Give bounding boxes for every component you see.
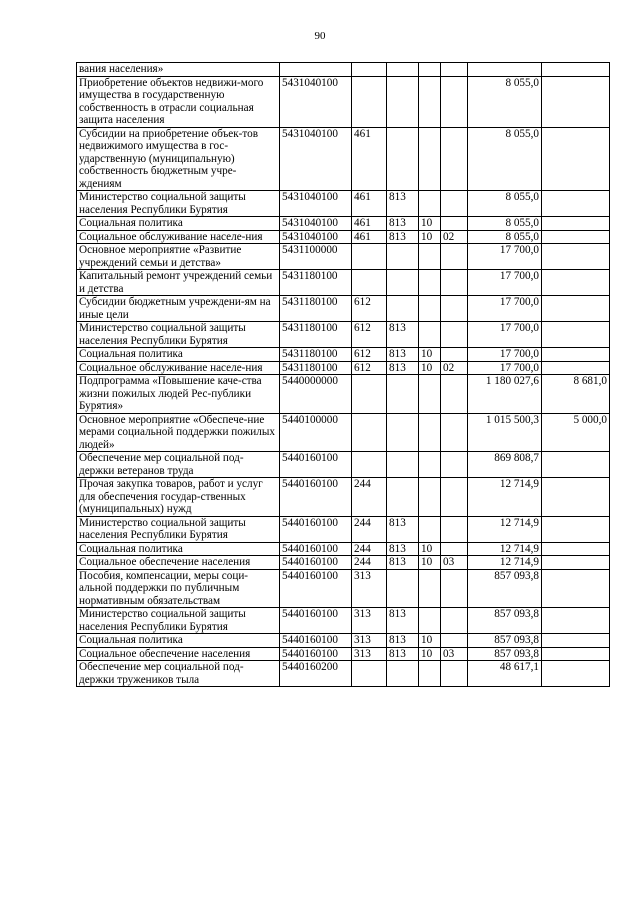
amount-federal-cell [542,322,610,348]
amount-cell: 12 714,9 [468,542,542,556]
table-row [77,348,610,362]
row-name-cell: Министерство социальной защиты населения Республики Бурятия [77,191,280,217]
section-cell: 10 [419,634,441,648]
row-name-cell: Обеспечение мер социальной под-держки тружеников тыла [77,661,280,687]
amount-cell: 1 015 500,3 [468,413,542,452]
table-row [77,569,610,608]
subsection-cell [441,244,468,270]
subsection-cell: 03 [441,556,468,570]
amount-cell: 8 055,0 [468,217,542,231]
table-row [77,361,610,375]
amount-federal-cell [542,542,610,556]
ministry-code-cell [387,452,419,478]
expense-type-cell: 612 [352,322,387,348]
amount-federal-cell [542,348,610,362]
amount-cell: 8 055,0 [468,191,542,217]
ministry-code-cell: 813 [387,542,419,556]
table-row [77,634,610,648]
table-row [77,76,610,127]
amount-cell: 869 808,7 [468,452,542,478]
expense-type-cell: 244 [352,556,387,570]
subsection-cell [441,191,468,217]
section-cell [419,191,441,217]
target-article-cell: 5431100000 [280,244,352,270]
row-name-cell: Пособия, компенсации, меры соци-альной поддержки по публичным нормативным обязательствам [77,569,280,608]
amount-federal-cell [542,556,610,570]
ministry-code-cell: 813 [387,647,419,661]
table-row [77,413,610,452]
amount-cell: 48 617,1 [468,661,542,687]
page-number: 90 [314,30,326,42]
subsection-cell [441,322,468,348]
amount-federal-cell [542,191,610,217]
ministry-code-cell [387,478,419,517]
ministry-code-cell: 813 [387,634,419,648]
target-article-cell: 5431040100 [280,191,352,217]
amount-federal-cell [542,127,610,191]
table-row [77,661,610,687]
section-cell: 10 [419,556,441,570]
row-name-cell: Социальное обслуживание населе-ния [77,230,280,244]
ministry-code-cell: 813 [387,348,419,362]
subsection-cell [441,634,468,648]
expense-type-cell: 313 [352,647,387,661]
amount-cell: 857 093,8 [468,647,542,661]
target-article-cell: 5440160100 [280,478,352,517]
target-article-cell: 5440160100 [280,634,352,648]
table-row [77,647,610,661]
row-name-cell: Субсидии на приобретение объек-тов недвижимого имущества в гос-ударственную (муниципальную) собственность бюджетным учре-ждениям [77,127,280,191]
ministry-code-cell [387,270,419,296]
amount-federal-cell [542,452,610,478]
target-article-cell: 5440160100 [280,542,352,556]
amount-cell: 17 700,0 [468,348,542,362]
amount-federal-cell [542,296,610,322]
section-cell [419,322,441,348]
row-name-cell: Министерство социальной защиты населения Республики Бурятия [77,516,280,542]
ministry-code-cell [387,76,419,127]
target-article-cell: 5440160200 [280,661,352,687]
table-row [77,542,610,556]
expense-type-cell [352,375,387,414]
subsection-cell: 02 [441,230,468,244]
ministry-code-cell [387,375,419,414]
amount-federal-cell [542,361,610,375]
row-name-cell: Основное мероприятие «Обеспече-ние мерами социальной поддержки пожилых людей» [77,413,280,452]
ministry-code-cell: 813 [387,556,419,570]
table-row [77,478,610,517]
target-article-cell: 5431040100 [280,127,352,191]
amount-cell: 12 714,9 [468,478,542,517]
table-row [77,516,610,542]
subsection-cell [441,569,468,608]
ministry-code-cell [387,127,419,191]
expense-type-cell: 313 [352,634,387,648]
subsection-cell: 03 [441,647,468,661]
amount-federal-cell [542,516,610,542]
ministry-code-cell: 813 [387,516,419,542]
amount-cell: 857 093,8 [468,608,542,634]
target-article-cell: 5431040100 [280,76,352,127]
row-name-cell: Подпрограмма «Повышение каче-ства жизни пожилых людей Рес-публики Бурятия» [77,375,280,414]
target-article-cell: 5431180100 [280,348,352,362]
subsection-cell [441,348,468,362]
ministry-code-cell [387,296,419,322]
table-row [77,244,610,270]
table-row [77,230,610,244]
row-name-cell: Обеспечение мер социальной под-держки ветеранов труда [77,452,280,478]
ministry-code-cell [387,244,419,270]
subsection-cell [441,661,468,687]
expense-type-cell [352,413,387,452]
section-cell [419,516,441,542]
amount-federal-cell: 5 000,0 [542,413,610,452]
subsection-cell [441,127,468,191]
table-row [77,608,610,634]
section-cell [419,76,441,127]
subsection-cell [441,63,468,77]
amount-cell: 12 714,9 [468,556,542,570]
row-name-cell: Основное мероприятие «Развитие учреждений семьи и детства» [77,244,280,270]
expense-type-cell: 244 [352,542,387,556]
section-cell [419,478,441,517]
row-name-cell: Социальное обслуживание населе-ния [77,361,280,375]
table-row [77,452,610,478]
ministry-code-cell: 813 [387,361,419,375]
target-article-cell: 5440000000 [280,375,352,414]
ministry-code-cell [387,413,419,452]
amount-cell [468,63,542,77]
section-cell: 10 [419,217,441,231]
table-row [77,556,610,570]
expense-type-cell: 244 [352,516,387,542]
ministry-code-cell [387,63,419,77]
subsection-cell [441,296,468,322]
section-cell [419,296,441,322]
target-article-cell: 5440160100 [280,569,352,608]
amount-federal-cell [542,647,610,661]
ministry-code-cell: 813 [387,608,419,634]
target-article-cell: 5440100000 [280,413,352,452]
section-cell [419,661,441,687]
row-name-cell: Социальная политика [77,348,280,362]
row-name-cell: Социальная политика [77,634,280,648]
expense-type-cell: 461 [352,191,387,217]
amount-federal-cell [542,569,610,608]
target-article-cell: 5440160100 [280,556,352,570]
subsection-cell [441,76,468,127]
budget-table [76,62,610,687]
subsection-cell [441,452,468,478]
expense-type-cell: 461 [352,127,387,191]
target-article-cell: 5440160100 [280,647,352,661]
expense-type-cell [352,270,387,296]
amount-federal-cell [542,661,610,687]
subsection-cell [441,270,468,296]
section-cell [419,63,441,77]
amount-federal-cell [542,270,610,296]
table-row [77,191,610,217]
row-name-cell: Министерство социальной защиты населения Республики Бурятия [77,608,280,634]
budget-table-body [77,63,610,687]
amount-cell: 17 700,0 [468,361,542,375]
expense-type-cell: 612 [352,296,387,322]
target-article-cell: 5431180100 [280,322,352,348]
amount-federal-cell: 8 681,0 [542,375,610,414]
section-cell [419,375,441,414]
amount-cell: 857 093,8 [468,634,542,648]
target-article-cell: 5431180100 [280,361,352,375]
table-row [77,127,610,191]
ministry-code-cell [387,661,419,687]
expense-type-cell: 612 [352,348,387,362]
section-cell [419,127,441,191]
row-name-cell: Социальное обеспечение населения [77,556,280,570]
target-article-cell: 5431040100 [280,217,352,231]
subsection-cell [441,478,468,517]
row-name-cell: Капитальный ремонт учреждений семьи и детства [77,270,280,296]
table-row [77,322,610,348]
table-row [77,296,610,322]
ministry-code-cell: 813 [387,322,419,348]
expense-type-cell: 244 [352,478,387,517]
row-name-cell: Социальная политика [77,542,280,556]
table-row [77,217,610,231]
amount-cell: 8 055,0 [468,127,542,191]
amount-cell: 12 714,9 [468,516,542,542]
expense-type-cell [352,452,387,478]
section-cell: 10 [419,348,441,362]
expense-type-cell: 461 [352,217,387,231]
expense-type-cell: 313 [352,569,387,608]
section-cell [419,413,441,452]
section-cell [419,270,441,296]
section-cell [419,244,441,270]
row-name-cell: Прочая закупка товаров, работ и услуг для обеспечения государ-ственных (муниципальных) нужд [77,478,280,517]
target-article-cell: 5431180100 [280,296,352,322]
amount-federal-cell [542,230,610,244]
amount-federal-cell [542,63,610,77]
target-article-cell [280,63,352,77]
row-name-cell: Субсидии бюджетным учреждени-ям на иные цели [77,296,280,322]
expense-type-cell [352,661,387,687]
section-cell: 10 [419,542,441,556]
amount-cell: 17 700,0 [468,296,542,322]
section-cell [419,452,441,478]
amount-federal-cell [542,478,610,517]
ministry-code-cell: 813 [387,217,419,231]
table-row [77,63,610,77]
subsection-cell [441,375,468,414]
row-name-cell: Приобретение объектов недвижи-мого имущества в государственную собственность в отрасли социальная защита населения [77,76,280,127]
amount-cell: 8 055,0 [468,230,542,244]
section-cell: 10 [419,361,441,375]
ministry-code-cell [387,569,419,608]
amount-cell: 857 093,8 [468,569,542,608]
amount-cell: 17 700,0 [468,270,542,296]
section-cell: 10 [419,647,441,661]
target-article-cell: 5431180100 [280,270,352,296]
subsection-cell: 02 [441,361,468,375]
expense-type-cell [352,76,387,127]
expense-type-cell: 461 [352,230,387,244]
target-article-cell: 5440160100 [280,608,352,634]
ministry-code-cell: 813 [387,191,419,217]
amount-cell: 8 055,0 [468,76,542,127]
amount-cell: 17 700,0 [468,244,542,270]
amount-cell: 17 700,0 [468,322,542,348]
subsection-cell [441,516,468,542]
section-cell [419,569,441,608]
amount-cell: 1 180 027,6 [468,375,542,414]
section-cell [419,608,441,634]
subsection-cell [441,542,468,556]
amount-federal-cell [542,608,610,634]
target-article-cell: 5431040100 [280,230,352,244]
table-row [77,270,610,296]
subsection-cell [441,413,468,452]
row-name-cell: Социальная политика [77,217,280,231]
row-name-cell: вания населения» [77,63,280,77]
table-row [77,375,610,414]
expense-type-cell [352,63,387,77]
amount-federal-cell [542,244,610,270]
subsection-cell [441,217,468,231]
amount-federal-cell [542,217,610,231]
row-name-cell: Министерство социальной защиты населения Республики Бурятия [77,322,280,348]
amount-federal-cell [542,634,610,648]
subsection-cell [441,608,468,634]
target-article-cell: 5440160100 [280,452,352,478]
amount-federal-cell [542,76,610,127]
expense-type-cell: 612 [352,361,387,375]
section-cell: 10 [419,230,441,244]
expense-type-cell: 313 [352,608,387,634]
expense-type-cell [352,244,387,270]
row-name-cell: Социальное обеспечение населения [77,647,280,661]
ministry-code-cell: 813 [387,230,419,244]
target-article-cell: 5440160100 [280,516,352,542]
